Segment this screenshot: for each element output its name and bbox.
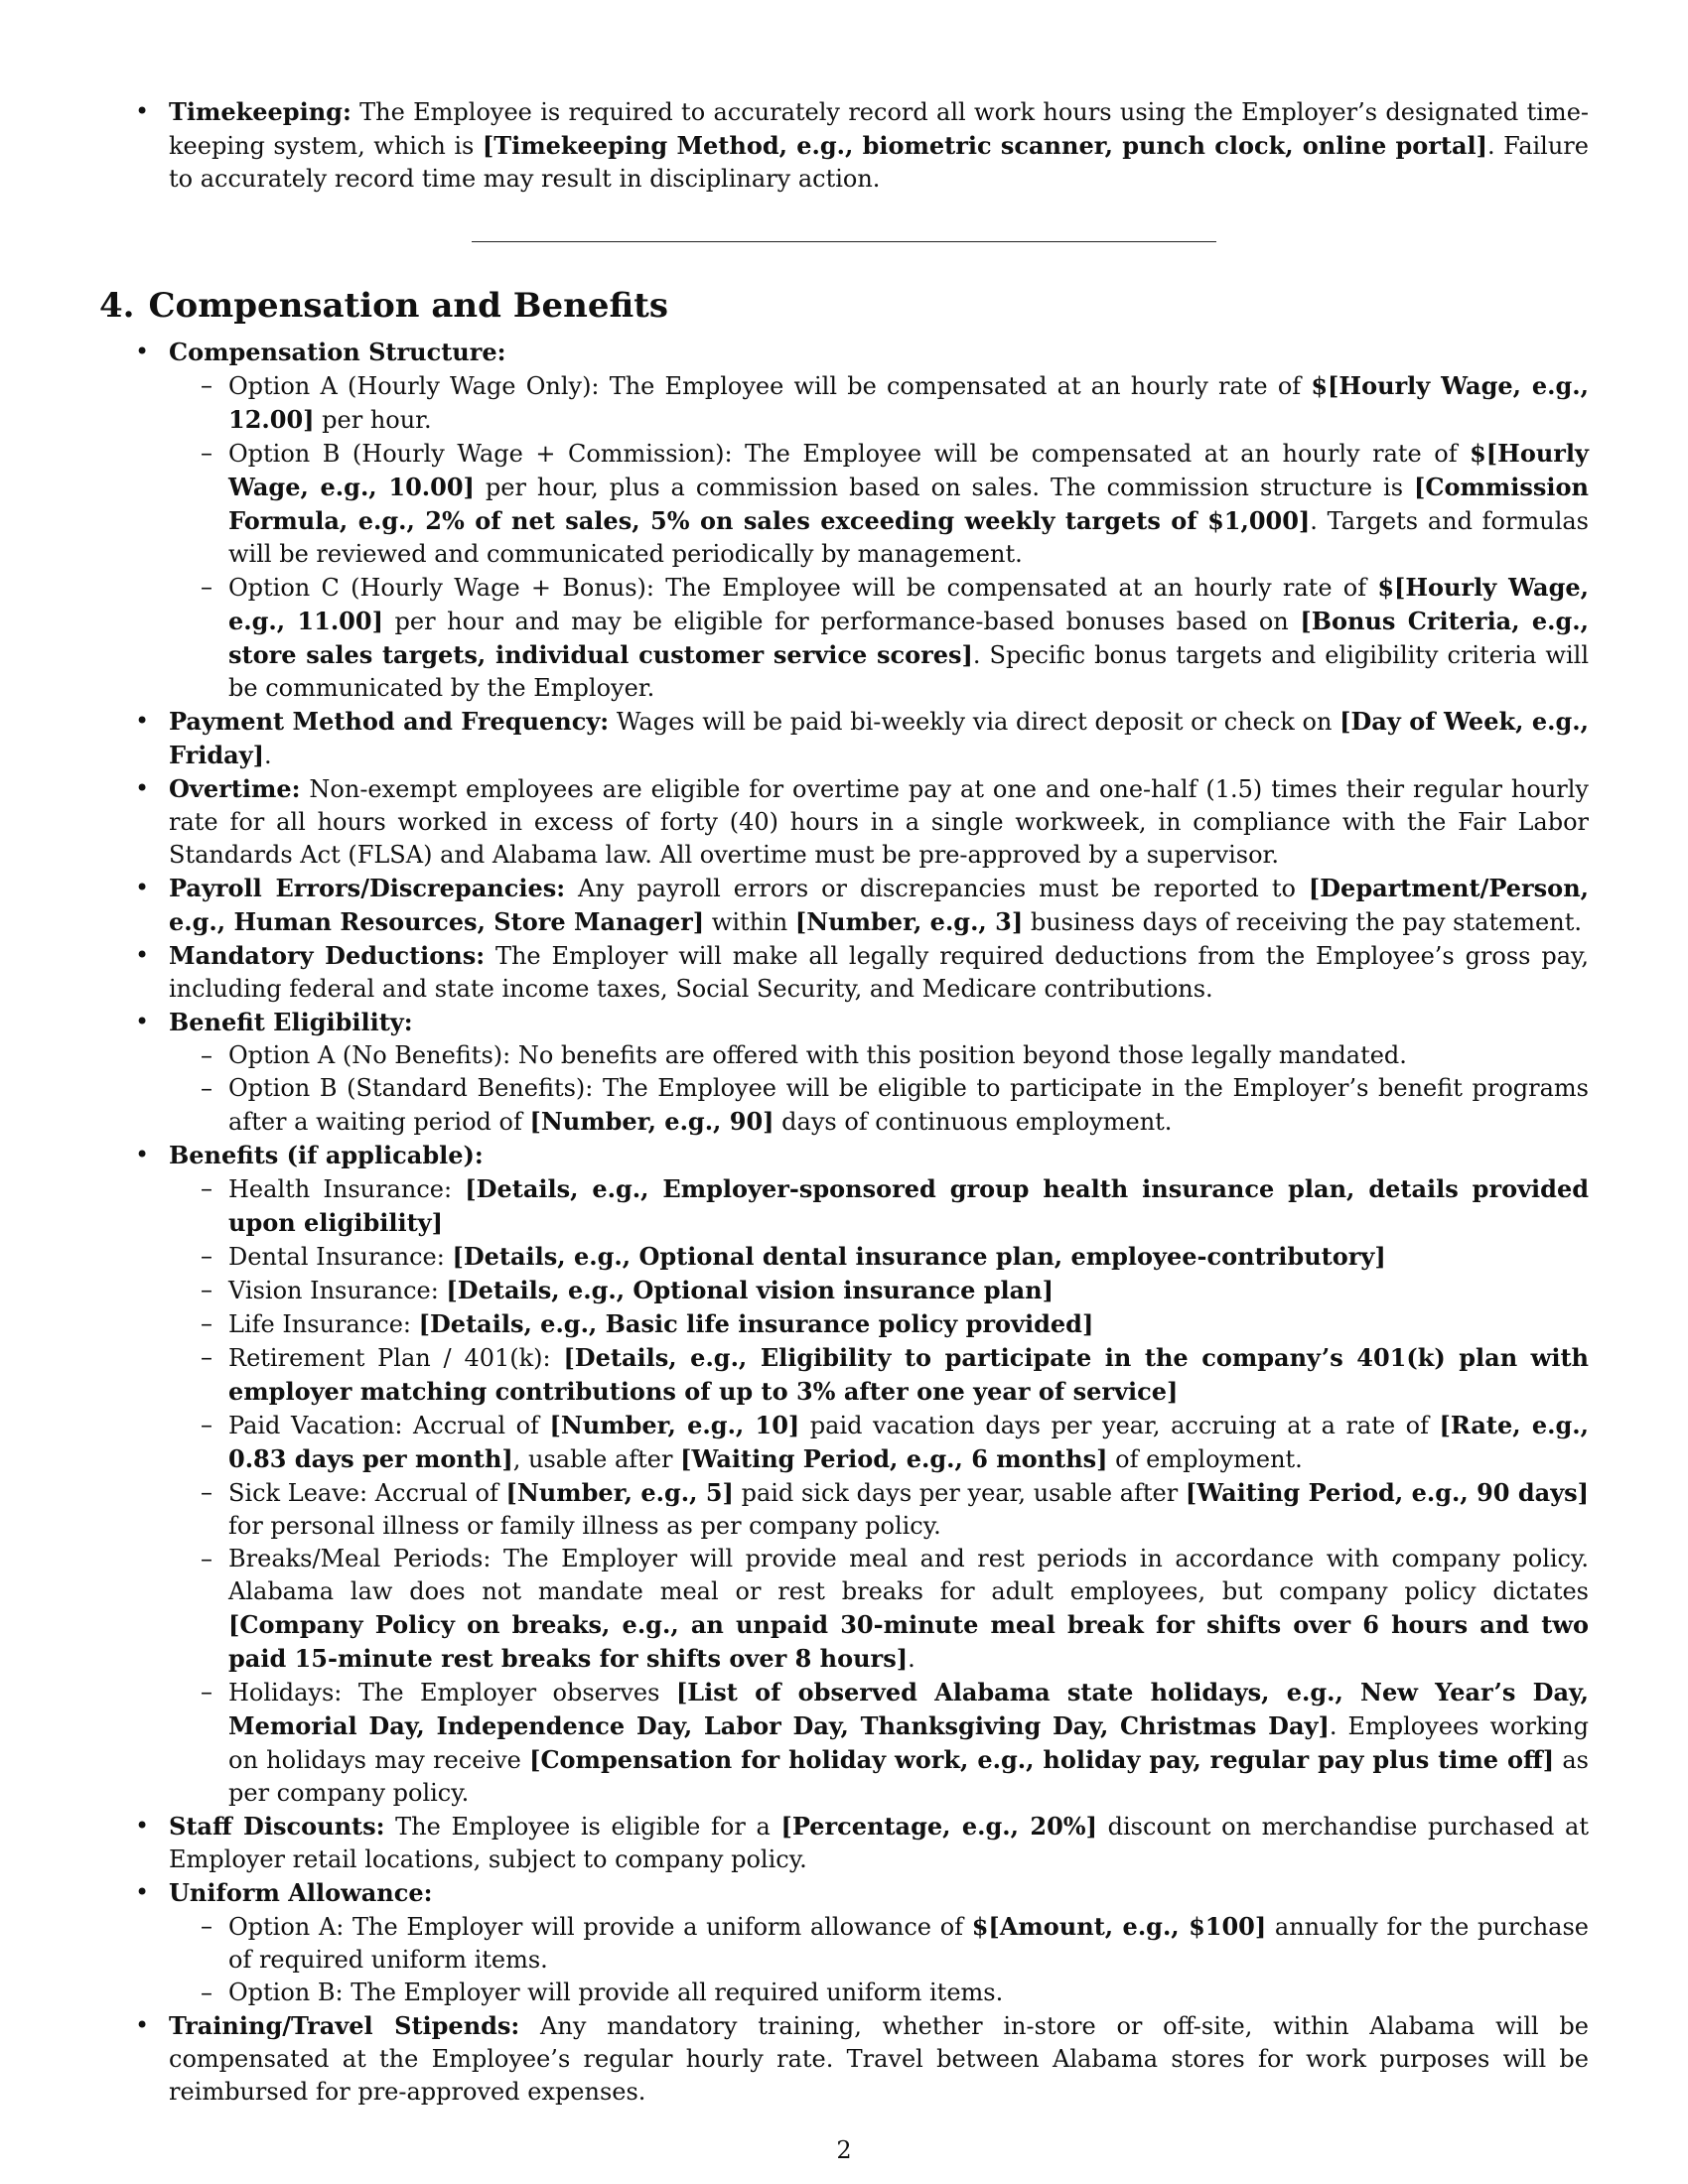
uniform-option-b: – Option B: The Employer will provide all required uniform items.: [228, 1977, 1589, 2009]
benefit-retirement: – Retirement Plan / 401(k): [Details, e.g., Eligibility to participate in the company’s 401(k) plan with employer matching contributions of up to 3% after one year of service]: [228, 1341, 1589, 1409]
benefit-health: – Health Insurance: [Details, e.g., Employer-sponsored group health insurance plan, details provided upon eligibility]: [228, 1172, 1589, 1240]
comp-option-b: – Option B (Hourly Wage + Commission): The Employee will be compensated at an hourly rate of $[Hourly Wage, e.g., 10.00] per hour, plus a commission based on sales. The commission structure is [Commission Formula, e.g., 2% of net sales, 5% on sales exceeding weekly targets of $1,000]. Targets and formulas will be reviewed and communicated periodically by management.: [228, 437, 1589, 571]
eligibility-item: • Benefit Eligibility: – Option A (No Benefits): No benefits are offered with this position beyond those legally mandated. – Option B (Standard Benefits): The Employee will be eligible to participate in the Employer’s benefit programs after a waiting period of [Number, e.g., 90] days of continuous employment.: [169, 1006, 1589, 1139]
discounts-item: • Staff Discounts: The Employee is eligible for a [Percentage, e.g., 20%] discount on merchandise purchased at Employer retail locations, subject to company policy.: [169, 1810, 1589, 1876]
compensation-list: [99, 336, 1589, 2109]
benefits-item: • Benefits (if applicable): – Health Insurance: [Details, e.g., Employer-sponsored group health insurance plan, details provided upon eligibility] – Dental Insurance: [Details, e.g., Optional dental insurance plan, employee-contributory] – Vision Insurance: [Details, e.g., Optional vision insurance plan] – Life Insurance: [Details, e.g., Basic life insurance policy provided] – Retirement Plan / 401(k): [Details, e.g., Eligibility to participate in the company’s 401(k) plan with employer matching contributions of up to 3% after one year of service] – Paid Vacation: Accrual of [Number, e.g., 10] paid vacation days per year, accruing at a rate of [Rate, e.g., 0.83 days per month], usable after [Waiting Period, e.g., 6 months] of employment. – Sick Leave: Accrual of [Number, e.g., 5] paid sick days per year, usable after [Waiting Period, e.g., 90 days] for personal illness or family illness as per company policy. – Breaks/Meal Periods: The Employer will provide meal and rest periods in accordance with company policy. Alabama law does not mandate meal or rest breaks for adult employees, but company policy dictates [Company Policy on breaks, e.g., an unpaid 30-minute meal break for shifts over 6 hours and two paid 15-minute rest breaks for shifts over 8 hours]. – Holidays: The Employer observes [List of observed Alabama state holidays, e.g., New Year’s Day, Memorial Day, Independence Day, Labor Day, Thanksgiving Day, Christmas Day]. Employees working on holidays may receive [Compensation for holiday work, e.g., holiday pay, regular pay plus time off] as per company policy.: [169, 1139, 1589, 1810]
timekeeping-item: • Timekeeping: The Employee is required to accurately record all work hours using the Employer’s designated time-keeping system, which is [Timekeeping Method, e.g., biometric scanner, punch clock, online portal]. Failure to accurately record time may result in disciplinary action.: [169, 95, 1589, 196]
deductions-item: • Mandatory Deductions: The Employer will make all legally required deductions from the Employee’s gross pay, including federal and state income taxes, Social Security, and Medicare contributions.: [169, 939, 1589, 1006]
benefits-list: [169, 1172, 1589, 1810]
comp-option-a: – Option A (Hourly Wage Only): The Employee will be compensated at an hourly rate of $[Hourly Wage, e.g., 12.00] per hour.: [228, 369, 1589, 437]
comp-option-c: – Option C (Hourly Wage + Bonus): The Employee will be compensated at an hourly rate of $[Hourly Wage, e.g., 11.00] per hour and may be eligible for performance-based bonuses based on [Bonus Criteria, e.g., store sales targets, individual customer service scores]. Specific bonus targets and eligibility criteria will be communicated by the Employer.: [228, 571, 1589, 705]
timekeeping-label: Timekeeping:: [169, 97, 352, 126]
uniform-options: [169, 1910, 1589, 2009]
uniform-option-a: – Option A: The Employer will provide a uniform allowance of $[Amount, e.g., $100] annually for the purchase of required uniform items.: [228, 1910, 1589, 1977]
payment-item: • Payment Method and Frequency: Wages will be paid bi-weekly via direct deposit or check on [Day of Week, e.g., Friday].: [169, 705, 1589, 772]
benefit-dental: – Dental Insurance: [Details, e.g., Optional dental insurance plan, employee-contributory]: [228, 1240, 1589, 1274]
benefit-life: – Life Insurance: [Details, e.g., Basic life insurance policy provided]: [228, 1307, 1589, 1341]
eligibility-options: [169, 1039, 1589, 1139]
payroll-item: • Payroll Errors/Discrepancies: Any payroll errors or discrepancies must be reported to [Department/Person, e.g., Human Resources, Store Manager] within [Number, e.g., 3] business days of receiving the pay statement.: [169, 872, 1589, 939]
page-number: 2: [836, 2136, 852, 2164]
section-divider: [472, 241, 1216, 242]
eligibility-option-b: – Option B (Standard Benefits): The Employee will be eligible to participate in the Employer’s benefit programs after a waiting period of [Number, e.g., 90] days of continuous employment.: [228, 1072, 1589, 1139]
overtime-item: • Overtime: Non-exempt employees are eligible for overtime pay at one and one-half (1.5) times their regular hourly rate for all hours worked in excess of forty (40) hours in a single workweek, in compliance with the Fair Labor Standards Act (FLSA) and Alabama law. All overtime must be pre-approved by a supervisor.: [169, 772, 1589, 872]
section-heading: 4. Compensation and Benefits: [99, 286, 669, 326]
benefit-breaks: – Breaks/Meal Periods: The Employer will provide meal and rest periods in accordance with company policy. Alabama law does not mandate meal or rest breaks for adult employees, but company policy dictates [Company Policy on breaks, e.g., an unpaid 30-minute meal break for shifts over 6 hours and two paid 15-minute rest breaks for shifts over 8 hours].: [228, 1543, 1589, 1676]
eligibility-option-a: – Option A (No Benefits): No benefits are offered with this position beyond those legally mandated.: [228, 1039, 1589, 1072]
page-content: [99, 95, 1589, 2109]
timekeeping-list: [99, 95, 1589, 196]
benefit-sick-leave: – Sick Leave: Accrual of [Number, e.g., 5] paid sick days per year, usable after [Waiting Period, e.g., 90 days] for personal illness or family illness as per company policy.: [228, 1476, 1589, 1543]
compensation-options: [169, 369, 1589, 705]
uniform-item: • Uniform Allowance: – Option A: The Employer will provide a uniform allowance of $[Amount, e.g., $100] annually for the purchase of required uniform items. – Option B: The Employer will provide all required uniform items.: [169, 1876, 1589, 2009]
benefit-vision: – Vision Insurance: [Details, e.g., Optional vision insurance plan]: [228, 1274, 1589, 1307]
compensation-structure-item: • Compensation Structure: – Option A (Hourly Wage Only): The Employee will be compensated at an hourly rate of $[Hourly Wage, e.g., 12.00] per hour. – Option B (Hourly Wage + Commission): The Employee will be compensated at an hourly rate of $[Hourly Wage, e.g., 10.00] per hour, plus a commission based on sales. The commission structure is [Commission Formula, e.g., 2% of net sales, 5% on sales exceeding weekly targets of $1,000]. Targets and formulas will be reviewed and communicated periodically by management. – Option C (Hourly Wage + Bonus): The Employee will be compensated at an hourly rate of $[Hourly Wage, e.g., 11.00] per hour and may be eligible for performance-based bonuses based on [Bonus Criteria, e.g., store sales targets, individual customer service scores]. Specific bonus targets and eligibility criteria will be communicated by the Employer.: [169, 336, 1589, 705]
training-item: • Training/Travel Stipends: Any mandatory training, whether in-store or off-site, within Alabama will be compensated at the Employee’s regular hourly rate. Travel between Alabama stores for work purposes will be reimbursed for pre-approved expenses.: [169, 2009, 1589, 2109]
benefit-vacation: – Paid Vacation: Accrual of [Number, e.g., 10] paid vacation days per year, accruing at a rate of [Rate, e.g., 0.83 days per month], usable after [Waiting Period, e.g., 6 months] of employment.: [228, 1409, 1589, 1476]
benefit-holidays: – Holidays: The Employer observes [List of observed Alabama state holidays, e.g., New Year’s Day, Memorial Day, Independence Day, Labor Day, Thanksgiving Day, Christmas Day]. Employees working on holidays may receive [Compensation for holiday work, e.g., holiday pay, regular pay plus time off] as per company policy.: [228, 1676, 1589, 1810]
